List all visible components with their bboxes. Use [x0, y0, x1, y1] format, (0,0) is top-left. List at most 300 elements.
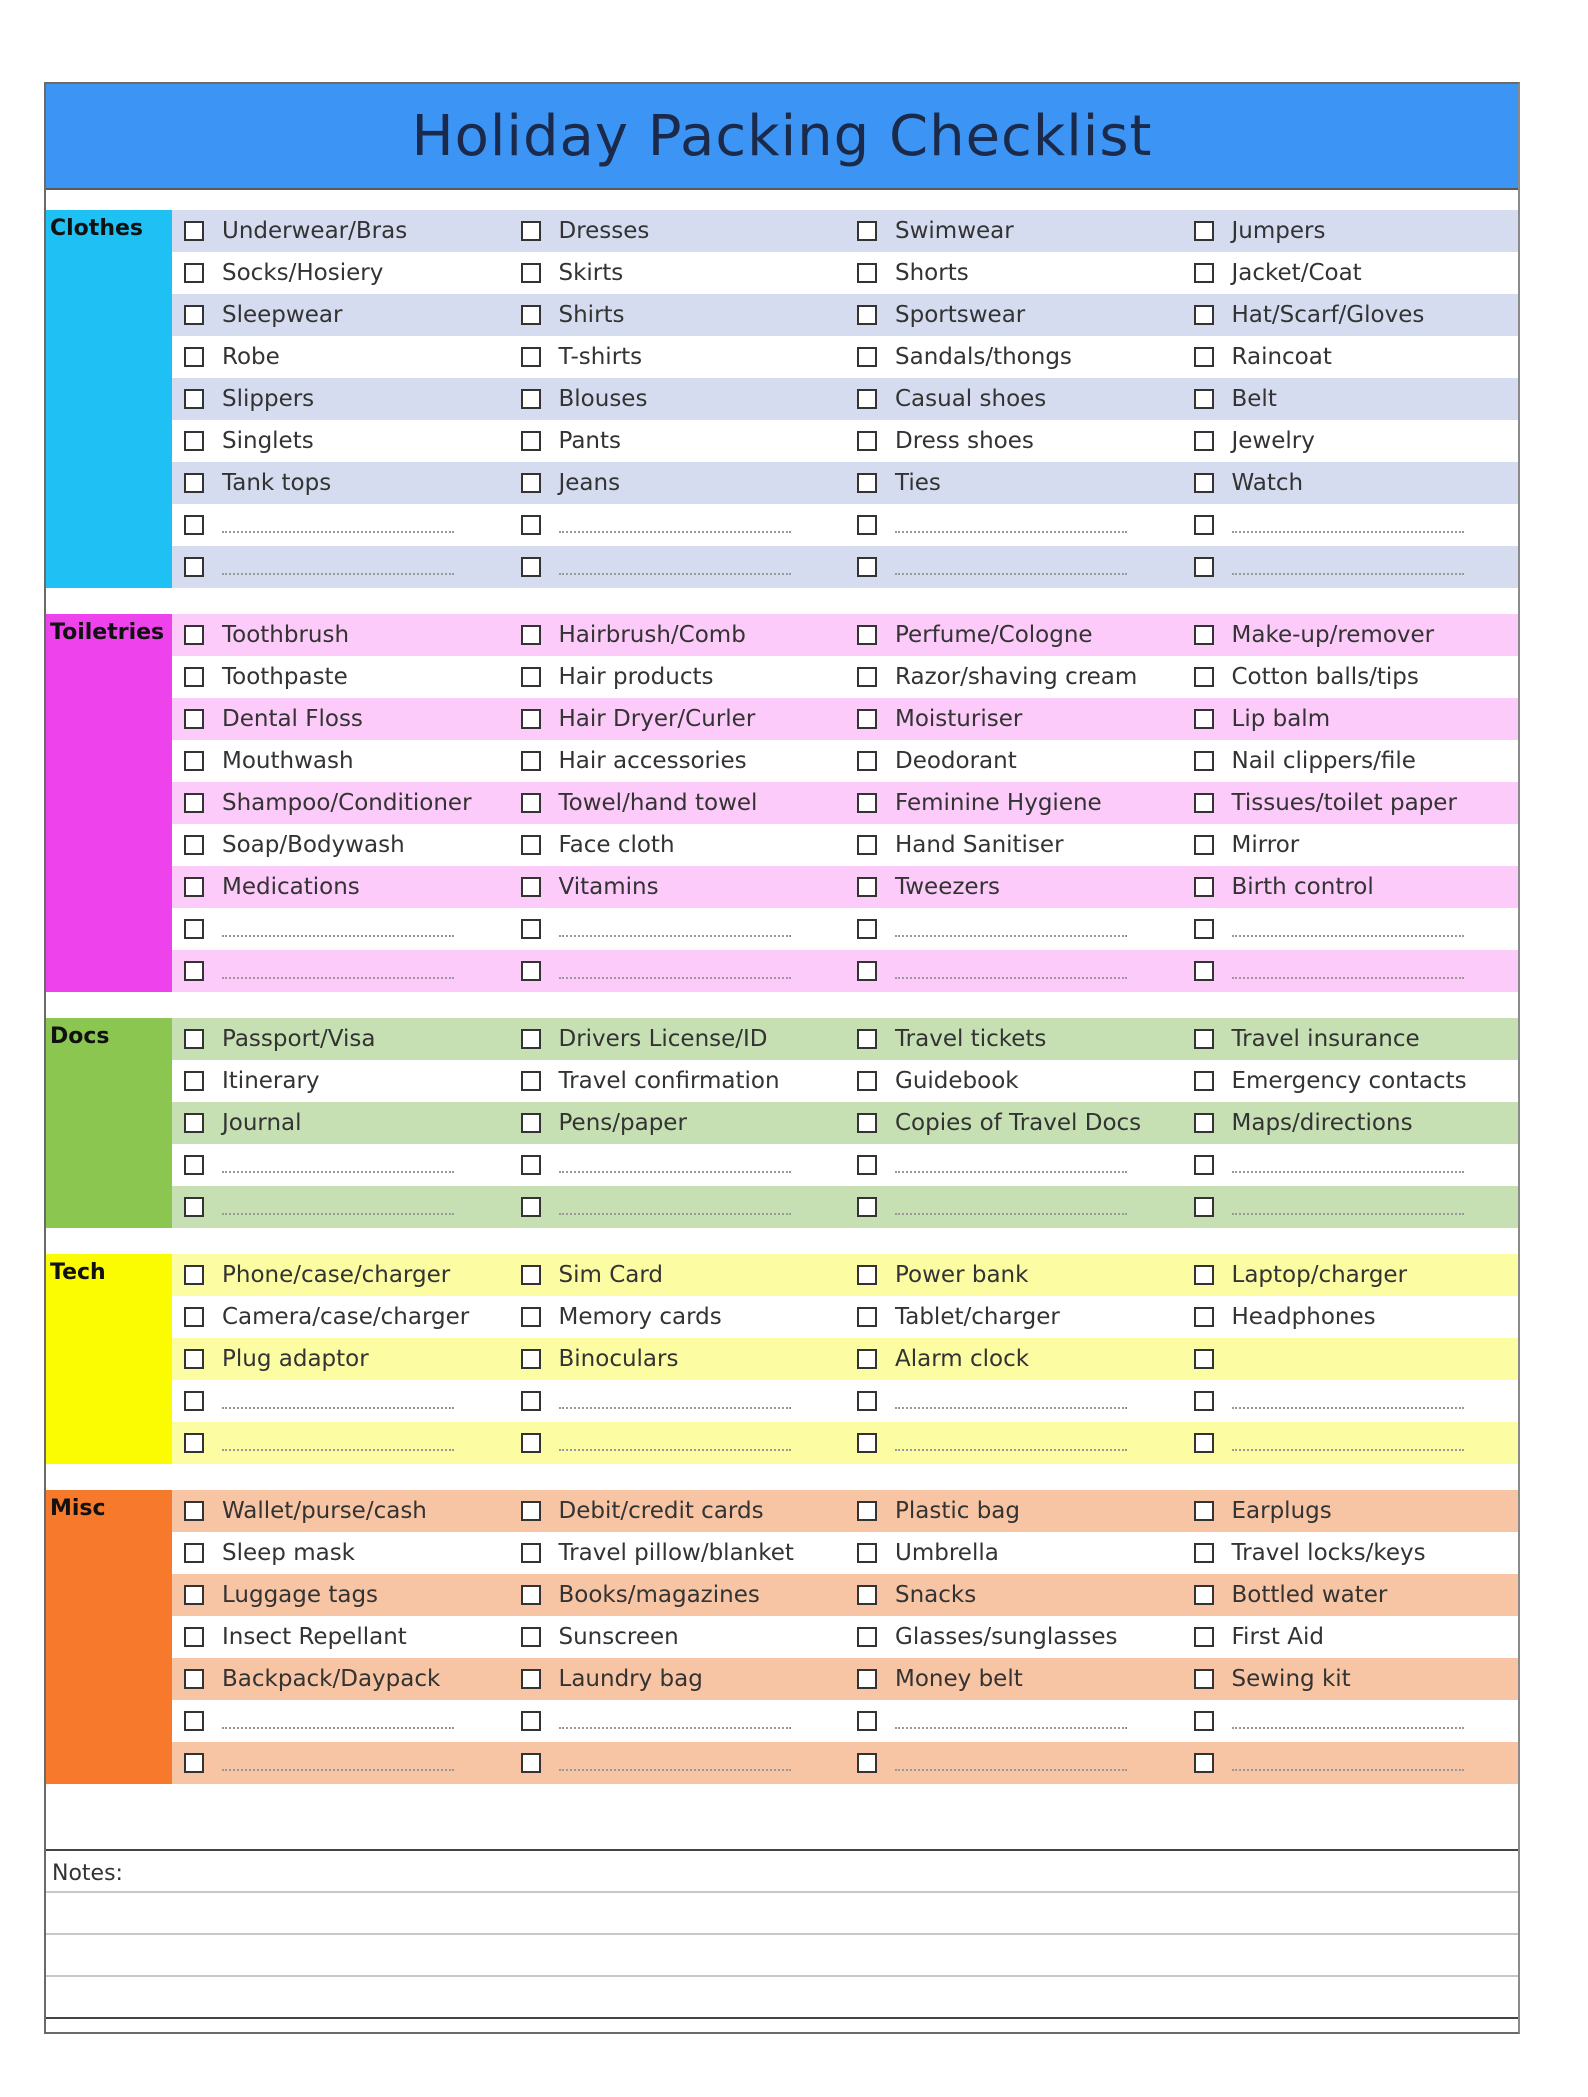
- checkbox[interactable]: [857, 1501, 877, 1521]
- checkbox[interactable]: [857, 1433, 877, 1453]
- checkbox[interactable]: [857, 667, 877, 687]
- blank-entry-line[interactable]: [222, 1449, 454, 1451]
- checkbox[interactable]: [184, 1543, 204, 1563]
- item-label: Mirror: [1231, 832, 1300, 858]
- item-label: Slippers: [222, 386, 315, 412]
- blank-entry-line[interactable]: [895, 531, 1127, 533]
- item-label: Hair Dryer/Curler: [558, 706, 756, 732]
- checkbox[interactable]: [857, 515, 877, 535]
- checkbox[interactable]: [857, 1585, 877, 1605]
- checkbox[interactable]: [521, 1627, 541, 1647]
- checklist-item: [1182, 748, 1519, 774]
- blank-entry-line[interactable]: [559, 1727, 791, 1729]
- blank-entry-line[interactable]: [222, 1213, 454, 1215]
- item-label: Copies of Travel Docs: [895, 1110, 1142, 1136]
- checkbox[interactable]: [857, 473, 877, 493]
- checkbox[interactable]: [184, 961, 204, 981]
- checkbox[interactable]: [857, 1349, 877, 1369]
- checklist-item: [172, 961, 509, 981]
- checkbox[interactable]: [857, 1391, 877, 1411]
- checkbox[interactable]: [184, 751, 204, 771]
- checklist-item: [509, 386, 846, 412]
- checklist-item: [1182, 874, 1519, 900]
- section-docs: [46, 1018, 1518, 1228]
- blank-entry-line[interactable]: [222, 573, 454, 575]
- item-label: Socks/Hosiery: [222, 260, 384, 286]
- checkbox[interactable]: [1194, 1265, 1214, 1285]
- checkbox[interactable]: [1194, 751, 1214, 771]
- item-label: Birth control: [1231, 874, 1374, 900]
- item-label: Journal: [222, 1110, 302, 1136]
- checkbox[interactable]: [1194, 221, 1214, 241]
- checkbox[interactable]: [184, 1391, 204, 1411]
- checkbox[interactable]: [184, 793, 204, 813]
- checklist-item: [845, 428, 1182, 454]
- checkbox[interactable]: [184, 305, 204, 325]
- checkbox[interactable]: [1194, 1029, 1214, 1049]
- item-label: Headphones: [1231, 1304, 1376, 1330]
- item-label: Lip balm: [1231, 706, 1331, 732]
- checklist-row: [172, 1060, 1518, 1102]
- checkbox[interactable]: [184, 473, 204, 493]
- checkbox[interactable]: [1194, 305, 1214, 325]
- checklist-item: [172, 1624, 509, 1650]
- checkbox[interactable]: [184, 1711, 204, 1731]
- checkbox[interactable]: [184, 877, 204, 897]
- checklist-item: [1182, 470, 1519, 496]
- blank-entry-line[interactable]: [1232, 1213, 1464, 1215]
- notes-line[interactable]: [46, 1851, 1518, 1893]
- checkbox[interactable]: [1194, 557, 1214, 577]
- checkbox[interactable]: [521, 515, 541, 535]
- item-label: Tissues/toilet paper: [1231, 790, 1457, 816]
- checkbox[interactable]: [184, 1585, 204, 1605]
- checkbox[interactable]: [521, 835, 541, 855]
- item-label: Sleep mask: [222, 1540, 356, 1566]
- checklist-item: [845, 218, 1182, 244]
- checkbox[interactable]: [1194, 877, 1214, 897]
- blank-entry-line[interactable]: [895, 935, 1127, 937]
- checklist-item: [1182, 557, 1519, 577]
- item-label: Luggage tags: [222, 1582, 379, 1608]
- blank-entry-line[interactable]: [222, 935, 454, 937]
- checkbox[interactable]: [1194, 1307, 1214, 1327]
- blank-entry-line[interactable]: [895, 1449, 1127, 1451]
- item-label: Phone/case/charger: [222, 1262, 451, 1288]
- checkbox[interactable]: [857, 751, 877, 771]
- checkbox[interactable]: [857, 709, 877, 729]
- blank-entry-line[interactable]: [1232, 1171, 1464, 1173]
- checkbox[interactable]: [184, 1029, 204, 1049]
- checkbox[interactable]: [184, 431, 204, 451]
- checklist-row: [172, 950, 1518, 992]
- checkbox[interactable]: [1194, 1669, 1214, 1689]
- blank-entry-line[interactable]: [1232, 977, 1464, 979]
- blank-entry-line[interactable]: [895, 1171, 1127, 1173]
- checkbox[interactable]: [857, 1307, 877, 1327]
- blank-entry-line[interactable]: [559, 1213, 791, 1215]
- checklist-item: [172, 1540, 509, 1566]
- checklist-item: [845, 790, 1182, 816]
- checklist-item: [509, 664, 846, 690]
- checkbox[interactable]: [1194, 961, 1214, 981]
- blank-entry-line[interactable]: [895, 573, 1127, 575]
- blank-entry-line[interactable]: [1232, 573, 1464, 575]
- item-label: Make-up/remover: [1231, 622, 1435, 648]
- checklist-item: [172, 1582, 509, 1608]
- checkbox[interactable]: [184, 1071, 204, 1091]
- checkbox[interactable]: [184, 557, 204, 577]
- blank-entry-line[interactable]: [559, 1769, 791, 1771]
- checklist-item: [845, 1110, 1182, 1136]
- item-label: Skirts: [558, 260, 624, 286]
- checklist-item: [172, 1155, 509, 1175]
- checkbox[interactable]: [521, 1753, 541, 1773]
- section-toiletries: [46, 614, 1518, 992]
- checkbox[interactable]: [1194, 1349, 1214, 1369]
- item-label: Wallet/purse/cash: [222, 1498, 427, 1524]
- checkbox[interactable]: [1194, 1753, 1214, 1773]
- item-label: Pants: [558, 428, 622, 454]
- checkbox[interactable]: [521, 1501, 541, 1521]
- checkbox[interactable]: [184, 1307, 204, 1327]
- checkbox[interactable]: [857, 625, 877, 645]
- checklist-item: [509, 1391, 846, 1411]
- checklist-row: [172, 698, 1518, 740]
- checklist-item: [509, 218, 846, 244]
- checklist-item: [509, 1110, 846, 1136]
- checkbox[interactable]: [1194, 515, 1214, 535]
- blank-entry-line[interactable]: [559, 1449, 791, 1451]
- checklist-row: [172, 1422, 1518, 1464]
- notes-line[interactable]: [46, 1893, 1518, 1935]
- checkbox[interactable]: [521, 1669, 541, 1689]
- checkbox[interactable]: [184, 835, 204, 855]
- checklist-item: [1182, 1262, 1519, 1288]
- checklist-row: [172, 1532, 1518, 1574]
- checklist-row: [172, 656, 1518, 698]
- item-label: Shorts: [895, 260, 969, 286]
- checkbox[interactable]: [857, 1711, 877, 1731]
- checkbox[interactable]: [521, 221, 541, 241]
- checklist-item: [509, 1711, 846, 1731]
- blank-entry-line[interactable]: [559, 935, 791, 937]
- item-label: Passport/Visa: [222, 1026, 376, 1052]
- blank-entry-line[interactable]: [1232, 935, 1464, 937]
- checkbox[interactable]: [857, 1113, 877, 1133]
- notes-line[interactable]: [46, 1977, 1518, 2019]
- checkbox[interactable]: [521, 667, 541, 687]
- checklist-item: [845, 1753, 1182, 1773]
- checkbox[interactable]: [184, 709, 204, 729]
- item-label: Hair products: [558, 664, 714, 690]
- blank-entry-line[interactable]: [559, 531, 791, 533]
- checkbox[interactable]: [1194, 625, 1214, 645]
- checklist-item: [172, 302, 509, 328]
- checklist-item: [845, 1068, 1182, 1094]
- checkbox[interactable]: [184, 1265, 204, 1285]
- checklist-item: [172, 622, 509, 648]
- checkbox[interactable]: [1194, 1197, 1214, 1217]
- checkbox[interactable]: [857, 221, 877, 241]
- checkbox[interactable]: [521, 1585, 541, 1605]
- checkbox[interactable]: [1194, 667, 1214, 687]
- item-label: Dress shoes: [895, 428, 1034, 454]
- blank-entry-line[interactable]: [222, 1727, 454, 1729]
- checklist-item: [1182, 515, 1519, 535]
- checkbox[interactable]: [857, 877, 877, 897]
- checkbox[interactable]: [521, 877, 541, 897]
- item-label: Travel tickets: [895, 1026, 1047, 1052]
- checklist-item: [1182, 386, 1519, 412]
- checkbox[interactable]: [521, 1029, 541, 1049]
- checkbox[interactable]: [184, 1155, 204, 1175]
- item-label: Plug adaptor: [222, 1346, 369, 1372]
- checklist-item: [845, 260, 1182, 286]
- checkbox[interactable]: [184, 389, 204, 409]
- blank-entry-line[interactable]: [559, 1171, 791, 1173]
- blank-entry-line[interactable]: [895, 1769, 1127, 1771]
- item-label: Money belt: [895, 1666, 1023, 1692]
- checkbox[interactable]: [184, 919, 204, 939]
- checkbox[interactable]: [521, 793, 541, 813]
- checklist-row: [172, 1144, 1518, 1186]
- checkbox[interactable]: [1194, 1585, 1214, 1605]
- section-label-misc: Misc: [46, 1490, 172, 1784]
- item-label: Travel confirmation: [558, 1068, 780, 1094]
- checklist-item: [172, 1711, 509, 1731]
- checkbox[interactable]: [521, 709, 541, 729]
- checkbox[interactable]: [1194, 1071, 1214, 1091]
- blank-entry-line[interactable]: [222, 1769, 454, 1771]
- blank-entry-line[interactable]: [222, 1407, 454, 1409]
- checklist-row: [172, 1338, 1518, 1380]
- checkbox[interactable]: [184, 1197, 204, 1217]
- checkbox[interactable]: [521, 1071, 541, 1091]
- checkbox[interactable]: [857, 835, 877, 855]
- checklist-item: [845, 919, 1182, 939]
- item-label: Books/magazines: [558, 1582, 760, 1608]
- checkbox[interactable]: [1194, 1155, 1214, 1175]
- checkbox[interactable]: [857, 961, 877, 981]
- checklist-row: [172, 462, 1518, 504]
- checkbox[interactable]: [521, 473, 541, 493]
- blank-entry-line[interactable]: [559, 1407, 791, 1409]
- blank-entry-line[interactable]: [895, 1407, 1127, 1409]
- checkbox[interactable]: [521, 263, 541, 283]
- checkbox[interactable]: [857, 1669, 877, 1689]
- checklist-item: [509, 1624, 846, 1650]
- checkbox[interactable]: [184, 1433, 204, 1453]
- checkbox[interactable]: [184, 1753, 204, 1773]
- checkbox[interactable]: [1194, 431, 1214, 451]
- checklist-item: [845, 386, 1182, 412]
- checkbox[interactable]: [1194, 1543, 1214, 1563]
- checkbox[interactable]: [521, 347, 541, 367]
- checkbox[interactable]: [521, 1307, 541, 1327]
- checkbox[interactable]: [1194, 793, 1214, 813]
- notes-line[interactable]: [46, 1935, 1518, 1977]
- checkbox[interactable]: [184, 221, 204, 241]
- checklist-item: [845, 622, 1182, 648]
- checkbox[interactable]: [857, 347, 877, 367]
- checkbox[interactable]: [521, 1543, 541, 1563]
- item-label: Memory cards: [558, 1304, 722, 1330]
- checkbox[interactable]: [857, 305, 877, 325]
- checkbox[interactable]: [184, 1113, 204, 1133]
- section-label-docs: Docs: [46, 1018, 172, 1228]
- checklist-row: [172, 824, 1518, 866]
- checklist-item: [172, 1262, 509, 1288]
- item-label: Singlets: [222, 428, 314, 454]
- checkbox[interactable]: [857, 1029, 877, 1049]
- checkbox[interactable]: [857, 1197, 877, 1217]
- checklist-item: [172, 1197, 509, 1217]
- checklist-item: [172, 919, 509, 939]
- blank-entry-line[interactable]: [222, 531, 454, 533]
- checkbox[interactable]: [857, 1753, 877, 1773]
- checklist-row: [172, 1742, 1518, 1784]
- checkbox[interactable]: [857, 389, 877, 409]
- checklist-row: [172, 866, 1518, 908]
- checklist-item: [509, 919, 846, 939]
- checkbox[interactable]: [1194, 835, 1214, 855]
- checklist-item: [172, 557, 509, 577]
- item-label: Emergency contacts: [1231, 1068, 1467, 1094]
- item-label: Sewing kit: [1231, 1666, 1351, 1692]
- checklist-item: [845, 832, 1182, 858]
- checklist-item: [509, 1540, 846, 1566]
- checkbox[interactable]: [1194, 473, 1214, 493]
- blank-entry-line[interactable]: [1232, 531, 1464, 533]
- blank-entry-line[interactable]: [559, 573, 791, 575]
- checkbox[interactable]: [521, 751, 541, 771]
- blank-entry-line[interactable]: [1232, 1407, 1464, 1409]
- checklist-row: [172, 294, 1518, 336]
- checkbox[interactable]: [857, 263, 877, 283]
- checkbox[interactable]: [857, 1071, 877, 1091]
- checklist-item: [845, 1582, 1182, 1608]
- checklist-item: [172, 1753, 509, 1773]
- item-label: Sportswear: [895, 302, 1026, 328]
- checklist-item: [172, 1498, 509, 1524]
- checkbox[interactable]: [1194, 919, 1214, 939]
- checkbox[interactable]: [857, 919, 877, 939]
- blank-entry-line[interactable]: [895, 1727, 1127, 1729]
- checkbox[interactable]: [521, 919, 541, 939]
- checkbox[interactable]: [521, 431, 541, 451]
- checkbox[interactable]: [184, 1349, 204, 1369]
- checkbox[interactable]: [521, 1265, 541, 1285]
- checklist-row: [172, 378, 1518, 420]
- item-label: Vitamins: [558, 874, 659, 900]
- checklist-item: [172, 428, 509, 454]
- checkbox[interactable]: [857, 557, 877, 577]
- item-label: Hat/Scarf/Gloves: [1231, 302, 1425, 328]
- checkbox[interactable]: [184, 515, 204, 535]
- checklist-item: [1182, 1391, 1519, 1411]
- checklist-item: [509, 1304, 846, 1330]
- checkbox[interactable]: [1194, 389, 1214, 409]
- checkbox[interactable]: [857, 793, 877, 813]
- checkbox[interactable]: [521, 1155, 541, 1175]
- blank-entry-line[interactable]: [1232, 1449, 1464, 1451]
- blank-entry-line[interactable]: [222, 1171, 454, 1173]
- checkbox[interactable]: [1194, 1627, 1214, 1647]
- item-label: Jeans: [558, 470, 621, 496]
- item-label: Blouses: [558, 386, 648, 412]
- blank-entry-line[interactable]: [1232, 1727, 1464, 1729]
- item-label: Maps/directions: [1231, 1110, 1413, 1136]
- checkbox[interactable]: [521, 961, 541, 981]
- blank-entry-line[interactable]: [559, 977, 791, 979]
- checkbox[interactable]: [521, 1349, 541, 1369]
- checkbox[interactable]: [857, 1627, 877, 1647]
- blank-entry-line[interactable]: [895, 1213, 1127, 1215]
- checklist-item: [845, 1540, 1182, 1566]
- checkbox[interactable]: [1194, 1711, 1214, 1731]
- checklist-row: [172, 908, 1518, 950]
- checkbox[interactable]: [184, 625, 204, 645]
- checkbox[interactable]: [521, 557, 541, 577]
- checkbox[interactable]: [521, 625, 541, 645]
- checkbox[interactable]: [184, 347, 204, 367]
- checkbox[interactable]: [521, 1433, 541, 1453]
- checkbox[interactable]: [1194, 1433, 1214, 1453]
- item-label: Umbrella: [895, 1540, 999, 1566]
- checkbox[interactable]: [1194, 347, 1214, 367]
- checkbox[interactable]: [857, 1155, 877, 1175]
- checkbox[interactable]: [1194, 709, 1214, 729]
- checkbox[interactable]: [184, 667, 204, 687]
- checkbox[interactable]: [1194, 1391, 1214, 1411]
- checkbox[interactable]: [857, 431, 877, 451]
- checkbox[interactable]: [184, 1627, 204, 1647]
- checkbox[interactable]: [184, 1501, 204, 1521]
- checklist-item: [845, 1026, 1182, 1052]
- checklist-row: [172, 1616, 1518, 1658]
- section-rows: [172, 614, 1518, 992]
- checkbox[interactable]: [521, 389, 541, 409]
- item-label: Drivers License/ID: [558, 1026, 768, 1052]
- checkbox[interactable]: [1194, 1113, 1214, 1133]
- blank-entry-line[interactable]: [1232, 1769, 1464, 1771]
- checklist-row: [172, 1102, 1518, 1144]
- item-label: Belt: [1231, 386, 1277, 412]
- checkbox[interactable]: [1194, 1501, 1214, 1521]
- checkbox[interactable]: [521, 1113, 541, 1133]
- checkbox[interactable]: [521, 1391, 541, 1411]
- checkbox[interactable]: [184, 1669, 204, 1689]
- item-label: Moisturiser: [895, 706, 1023, 732]
- checkbox[interactable]: [521, 1711, 541, 1731]
- checklist-item: [845, 302, 1182, 328]
- checklist-item: [509, 1753, 846, 1773]
- blank-entry-line[interactable]: [222, 977, 454, 979]
- checkbox[interactable]: [184, 263, 204, 283]
- checklist-item: [509, 260, 846, 286]
- checklist-row: [172, 1254, 1518, 1296]
- item-label: Mouthwash: [222, 748, 354, 774]
- checkbox[interactable]: [857, 1543, 877, 1563]
- checkbox[interactable]: [1194, 263, 1214, 283]
- checkbox[interactable]: [521, 305, 541, 325]
- checklist-item: [1182, 1304, 1519, 1330]
- checkbox[interactable]: [857, 1265, 877, 1285]
- blank-entry-line[interactable]: [895, 977, 1127, 979]
- item-label: Travel pillow/blanket: [558, 1540, 794, 1566]
- checkbox[interactable]: [521, 1197, 541, 1217]
